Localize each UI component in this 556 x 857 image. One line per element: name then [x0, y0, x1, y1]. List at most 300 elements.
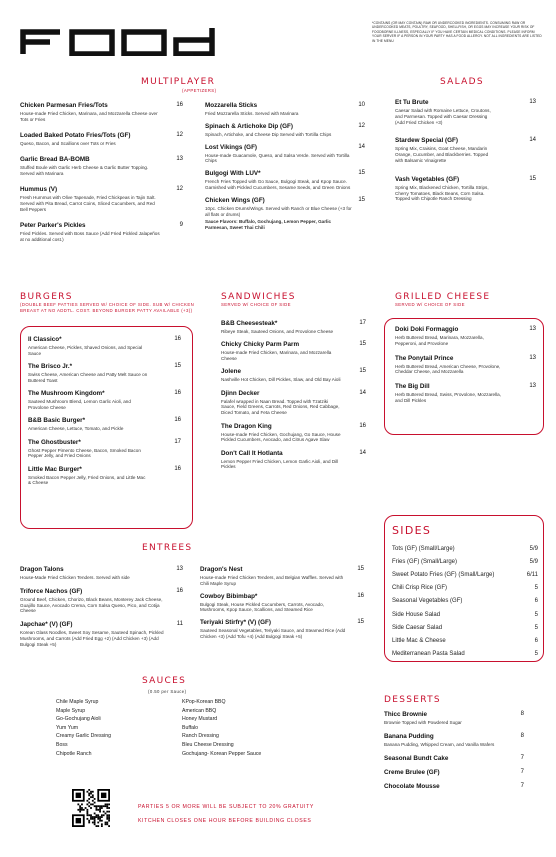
menu-item-price: 13 — [176, 156, 183, 163]
menu-item-header — [384, 733, 524, 740]
qr-module — [101, 814, 103, 816]
menu-item-description: House-made Guacamole, Queso, and Salsa Verde. Served with Tortilla Chips — [205, 152, 350, 164]
menu-item — [200, 593, 364, 614]
menu-item-name: Banana Pudding — [384, 732, 434, 740]
grilled-cheese-column — [395, 326, 536, 412]
menu-item-price: 13 — [529, 326, 536, 332]
qr-module — [106, 822, 108, 824]
menu-item-price: 13 — [529, 99, 536, 105]
menu-item-description: Fried Pickles. Served with Boss Sauce (Add Fried Pickled Jalapeños at no additional cost.) — [20, 231, 160, 243]
menu-item — [221, 320, 366, 335]
menu-item-price: 16 — [176, 587, 183, 594]
menu-item-description: House-made Fried Chicken Tenders, and Belgian Waffles. Served with Chili Maple Syrup — [200, 575, 344, 586]
menu-item — [221, 341, 366, 362]
sauce-item: Honey Mustard — [182, 716, 218, 723]
qr-module — [101, 807, 103, 809]
menu-item — [200, 566, 364, 587]
menu-item-description: Sauteed Mushroom Blend, Lemon Garlic Aioli, and Provolone Cheese — [28, 399, 131, 410]
sauce-item: Boss — [56, 741, 68, 748]
qr-module — [99, 805, 101, 807]
menu-item-price: 12 — [176, 186, 183, 193]
menu-item-name: The Ghostbuster* — [28, 438, 81, 446]
menu-item — [221, 450, 366, 471]
menu-item-price: 16 — [174, 465, 181, 472]
menu-item — [20, 588, 183, 614]
side-item — [392, 542, 538, 555]
qr-module — [99, 809, 101, 811]
entrees-title: ENTREES — [142, 543, 193, 553]
entrees-left-column — [20, 566, 183, 655]
qr-module — [106, 811, 108, 813]
menu-item-name: B&B Cheesesteak* — [221, 320, 278, 327]
menu-item-price: 15 — [357, 619, 364, 626]
sauces-subtitle: (0.50 per Sauce) — [148, 689, 187, 694]
qr-module — [101, 805, 103, 807]
qr-module — [88, 820, 90, 822]
qr-module — [86, 809, 88, 811]
menu-item — [28, 363, 181, 384]
qr-module — [86, 811, 88, 813]
side-item — [392, 582, 538, 595]
menu-item-name: The Ponytail Prince — [395, 354, 454, 362]
menu-item-name: B&B Basic Burger* — [28, 417, 86, 425]
qr-module — [90, 791, 92, 793]
menu-item-header — [28, 439, 181, 446]
qr-module — [108, 818, 110, 820]
menu-item-name: Lost Vikings (GF) — [205, 143, 258, 151]
qr-module — [81, 803, 83, 805]
menu-item — [28, 439, 181, 460]
menu-item-price: 15 — [529, 175, 536, 182]
menu-item-header — [205, 144, 365, 151]
menu-item-description: Banana Pudding, Whipped Cream, and Vanilla Wafers — [384, 741, 495, 747]
menu-item-description: Lemon Pepper Fried Chicken, Lemon Garlic Aioli, and Dill Pickles — [221, 458, 339, 470]
qr-module — [96, 825, 98, 827]
qr-module — [96, 805, 98, 807]
qr-module — [101, 816, 103, 818]
sauces-left-list — [56, 698, 111, 758]
side-item-name: Tots (GF) (Small/Large) — [392, 545, 455, 552]
menu-item-name: Japchae* (V) (GF) — [20, 621, 73, 629]
qr-module — [88, 802, 90, 804]
menu-item-price: 16 — [174, 390, 181, 397]
menu-item-header — [221, 341, 366, 348]
menu-item-header — [20, 156, 183, 163]
qr-module — [86, 791, 88, 793]
qr-module — [92, 822, 94, 824]
qr-module — [106, 823, 108, 825]
qr-module — [97, 809, 99, 811]
food-logo — [20, 26, 220, 56]
side-item — [392, 634, 538, 647]
menu-item-price: 10 — [358, 102, 365, 108]
qr-module — [108, 825, 110, 827]
qr-module — [97, 825, 99, 827]
qr-module — [88, 814, 90, 816]
side-item — [392, 568, 538, 581]
grilled-cheese-subtitle: SERVED W/ CHOICE OF SIDE — [395, 302, 465, 307]
qr-module — [94, 813, 96, 815]
menu-item-extra: Sauce Flavors: Buffalo, Gochujang, Lemon Pepper, Garlic Parmesan, Sweet Thai Chili — [205, 219, 332, 231]
qr-module — [99, 811, 101, 813]
qr-module — [88, 805, 90, 807]
qr-module — [88, 793, 90, 795]
menu-item-name: Chocolate Mousse — [384, 782, 440, 790]
menu-item — [28, 466, 181, 487]
menu-item-name: Garlic Bread BA-BOMB — [20, 156, 90, 164]
multiplayer-title: MULTIPLAYER — [141, 77, 216, 87]
menu-item-description: Brownie Topped with Powdered Sugar — [384, 720, 462, 725]
menu-item-price: 9 — [179, 222, 183, 229]
menu-item-name: Triforce Nachos (GF) — [20, 587, 83, 595]
qr-module — [105, 822, 107, 824]
menu-item — [395, 355, 536, 376]
qr-module — [99, 820, 101, 822]
sauce-item: Yum Yum — [56, 724, 79, 731]
side-item-name: Side House Salad — [392, 611, 441, 618]
salads-column — [395, 99, 536, 214]
menu-item-price: 11 — [176, 621, 183, 628]
menu-item — [384, 755, 524, 762]
sauce-item: Go-Gochujang Aioli — [56, 716, 101, 723]
menu-item-name: Cowboy Bibimbap* — [200, 592, 258, 600]
menu-item-header — [28, 417, 181, 424]
qr-module — [79, 805, 81, 807]
menu-item — [395, 99, 536, 125]
side-item-price: 5/9 — [529, 558, 538, 565]
menu-item — [395, 137, 536, 163]
qr-module — [86, 803, 88, 805]
menu-item-price: 14 — [529, 137, 536, 144]
side-item-name: Side Caesar Salad — [392, 624, 443, 631]
menu-item-description: Sauteed Seasonal Vegetables, Teriyaki Sauce, and Steamed Rice (Add Chicken +3) (Add Tofu +4) (Add Bulgogi Steak +5) — [200, 628, 346, 639]
qr-module — [103, 811, 105, 813]
qr-module — [81, 809, 83, 811]
qr-module — [77, 809, 79, 811]
qr-module — [96, 807, 98, 809]
menu-item-price: 16 — [174, 336, 181, 342]
qr-module — [81, 807, 83, 809]
menu-item-price: 14 — [359, 389, 366, 396]
qr-module — [105, 813, 107, 815]
menu-item-description: American Cheese, Lettuce, Tomato, and Pickle — [28, 426, 124, 432]
side-item — [392, 648, 538, 661]
menu-item-description: Spring Mix, Craisins, Goat Cheese, Mandarin Orange, Cucumber, and Blackberries. Topped with Balsamic Vinaigrette — [395, 146, 489, 163]
menu-item-header — [28, 363, 181, 370]
menu-item — [395, 383, 536, 404]
menu-item-header — [205, 170, 365, 177]
side-item-name: Little Mac & Cheese — [392, 637, 446, 644]
menu-item — [205, 170, 365, 191]
menu-item-description: Swiss Cheese, American Cheese and Patty Melt Sauce on Buttered Toast — [28, 372, 148, 383]
sides-column — [392, 542, 538, 661]
menu-item-price: 14 — [358, 143, 365, 150]
qr-module — [86, 813, 88, 815]
burgers-column — [28, 336, 181, 493]
menu-item-header — [395, 383, 536, 390]
entrees-right-column — [200, 566, 364, 646]
menu-item-header — [221, 390, 366, 397]
menu-item-name: Vash Vegetables (GF) — [395, 175, 460, 183]
menu-item-name: Il Classico* — [28, 336, 62, 343]
menu-item-description: House-made Fried Chicken, Marinara, and Mozzarella Cheese over Tots or Fries — [20, 111, 158, 122]
menu-item-description: Korean Glass Noodles, Sweet Soy Sesame, Sauteed Spinach, Pickled Mushrooms, and Carrots (Add Fried Egg +2) (Add Chicken +3) (Add Bulgogi Steak +5) — [20, 630, 164, 647]
menu-item-name: Creme Brulee (GF) — [384, 768, 440, 776]
qr-module — [85, 807, 87, 809]
menu-item-name: Thicc Brownie — [384, 711, 428, 718]
menu-item-price: 13 — [529, 383, 536, 390]
menu-item — [20, 621, 183, 647]
side-item-price: 5 — [534, 624, 538, 631]
menu-item-name: Et Tu Brute — [395, 99, 429, 106]
menu-item-header — [221, 320, 366, 327]
menu-item — [205, 197, 365, 231]
menu-item-description: Queso, Bacon, and Scallions over Tots or Fries — [20, 141, 116, 147]
qr-module — [90, 803, 92, 805]
qr-module — [94, 798, 96, 800]
menu-item — [28, 336, 181, 357]
qr-module — [99, 818, 101, 820]
menu-item-header — [28, 466, 181, 473]
qr-module — [90, 818, 92, 820]
menu-item-price: 15 — [174, 363, 181, 370]
menu-item-name: Spinach & Artichoke Dip (GF) — [205, 122, 293, 130]
qr-module — [92, 791, 94, 793]
menu-item-header — [384, 711, 524, 718]
menu-item-price: 13 — [176, 566, 183, 572]
side-item-price: 5/9 — [529, 545, 538, 552]
qr-module — [92, 800, 94, 802]
menu-item-description: House-made Fried Chicken, Marinara, and Mozzarella Cheese — [221, 350, 332, 362]
qr-module — [96, 816, 98, 818]
menu-item-description: Fresh Hummus with Olive Tapenade, Fried Chickpeas in Tajin Salt. Served with Pita Bread, Carrot Coins, Sliced Cucumbers, and Red Bell Peppers — [20, 195, 156, 213]
side-item-price: 5 — [534, 651, 538, 658]
qr-module — [106, 818, 108, 820]
menu-item-price: 16 — [357, 592, 364, 599]
menu-item — [221, 368, 366, 383]
sauce-item: KPop-Korean BBQ — [182, 699, 226, 705]
qr-module — [79, 807, 81, 809]
sauce-item: Bleu Cheese Dressing — [182, 741, 234, 748]
menu-item-description: Falafel wrapped in Naan Bread. Topped with Tzatziki Sauce, Field Greens, Carrots, Red Onions, Red Cabbage, Diced Tomato, and Feta Cheese — [221, 398, 340, 416]
qr-module — [86, 818, 88, 820]
qr-module — [97, 816, 99, 818]
menu-item-header — [28, 390, 181, 397]
menu-item-description: Nashville Hot Chicken, Dill Pickles, Slaw, and Old Bay Aioli — [221, 377, 341, 383]
menu-item — [28, 417, 181, 432]
qr-module — [103, 814, 105, 816]
side-item — [392, 555, 538, 568]
qr-module — [88, 794, 90, 796]
menu-item-description: Ground Beef, Chicken, Chorizo, Black Beans, Monterey Jack Cheese, Guajillo Sauce, Avocado Crema, Corn Salsa Queso, Pico, and Cotija Cheese — [20, 596, 163, 614]
menu-item — [384, 733, 524, 748]
menu-item-description: American Cheese, Pickles, Shaved Onions, and Special Sauce — [28, 345, 143, 356]
menu-item-description: Stuffed Boule with Garlic Herb Cheese & Garlic Butter Topping. Served with Marinara — [20, 165, 149, 177]
menu-item-name: Jolene — [221, 368, 241, 376]
sandwiches-title: SANDWICHES — [221, 292, 296, 302]
menu-item-price: 7 — [520, 768, 524, 775]
menu-item — [28, 390, 181, 411]
menu-item-name: The Big Dill — [395, 383, 430, 391]
burgers-subtitle: (DOUBLE BEEF PATTIES SERVED W/ CHOICE OF SIDE. SUB W/ CHICKEN BREAST AT NO ADDTL. COST. BEYOND BURGER PATTY AVAILABLE (+3)) — [20, 302, 195, 313]
menu-item — [395, 326, 536, 347]
sandwiches-column — [221, 320, 366, 477]
menu-item — [384, 711, 524, 726]
menu-item-header — [395, 326, 536, 333]
menu-item-name: The Mushroom Kingdom* — [28, 390, 105, 398]
qr-module — [99, 807, 101, 809]
menu-item-header — [395, 99, 536, 106]
menu-item-price: 16 — [176, 102, 183, 108]
grilled-cheese-title: GRILLED CHEESE — [395, 292, 491, 302]
menu-item — [395, 176, 536, 202]
side-item — [392, 595, 538, 608]
qr-module — [94, 823, 96, 825]
qr-module — [94, 816, 96, 818]
menu-item — [384, 769, 524, 776]
menu-item-header — [28, 336, 181, 343]
menu-item-header — [200, 619, 364, 626]
menu-item-name: Chicky Chicky Parm Parm — [221, 341, 300, 349]
qr-module — [108, 816, 110, 818]
menu-item-name: Teriyaki Stirfry* (V) (GF) — [200, 619, 271, 627]
sauce-item: Ranch Dressing — [182, 733, 219, 740]
desserts-column — [384, 711, 524, 797]
menu-item-header — [395, 137, 536, 144]
menu-item — [20, 156, 183, 177]
qr-module — [92, 803, 94, 805]
menu-item — [20, 222, 183, 243]
menu-item-name: Doki Doki Formaggio — [395, 326, 459, 333]
qr-code[interactable] — [72, 789, 110, 827]
menu-item — [205, 123, 365, 138]
sauce-item: Chile Maple Syrup — [56, 699, 99, 705]
menu-item-description: House-Made Fried Chicken Tenders. Served with side — [20, 575, 130, 580]
menu-item-name: Mozzarella Sticks — [205, 102, 258, 109]
qr-module — [97, 822, 99, 824]
qr-module — [92, 816, 94, 818]
qr-module — [88, 789, 90, 791]
qr-module — [94, 802, 96, 804]
menu-item-header — [205, 197, 365, 204]
menu-item-header — [205, 123, 365, 130]
menu-item-price: 15 — [359, 368, 366, 375]
qr-module — [106, 816, 108, 818]
qr-module — [99, 816, 101, 818]
menu-item-description: Herb Buttered Bread, American Cheese, Provolone, Cheddar Cheese, and Mozzarella — [395, 363, 501, 375]
qr-module — [105, 805, 107, 807]
qr-module — [96, 814, 98, 816]
qr-finder-inner — [76, 793, 81, 798]
qr-module — [94, 805, 96, 807]
qr-module — [90, 793, 92, 795]
menu-item-price: 16 — [174, 417, 181, 424]
menu-item-name: Bulgogi With LUV* — [205, 170, 261, 178]
menu-item-description: Ribeye Steak, Sauteed Onions, and Provolone Cheese — [221, 329, 334, 334]
qr-module — [92, 796, 94, 798]
menu-item-price: 7 — [520, 782, 524, 789]
qr-module — [92, 794, 94, 796]
qr-module — [97, 818, 99, 820]
side-item-name: Seasonal Vegetables (GF) — [392, 598, 463, 605]
menu-item-description: Bulgogi Steak, House Pickled Cucumbers, Carrots, Avocado, Mushrooms, Kpop Sauce, Scallions, and Steamed Rice — [200, 601, 325, 613]
side-item-price: 5 — [534, 585, 538, 592]
menu-item — [221, 390, 366, 416]
burgers-title: BURGERS — [20, 292, 73, 302]
menu-item-description: 10pc. Chicken Drums/Wings. Served with Ranch or Blue Cheese (+3 for all flats or drums) — [205, 205, 352, 217]
menu-item-price: 14 — [359, 449, 366, 456]
menu-item-description: Herb Buttered Bread, Swiss, Provolone, Mozzarella, and Dill Pickles — [395, 392, 501, 403]
menu-item-name: Chicken Parmesan Fries/Tots — [20, 102, 108, 109]
menu-item-price: 15 — [357, 566, 364, 572]
qr-module — [94, 822, 96, 824]
qr-module — [105, 803, 107, 805]
qr-module — [90, 814, 92, 816]
sides-title: SIDES — [392, 524, 432, 537]
qr-module — [79, 809, 81, 811]
menu-item-name: Djinn Decker — [221, 389, 260, 397]
qr-module — [105, 823, 107, 825]
sauce-item: Gochujang- Korean Pepper Sauce — [182, 750, 262, 757]
sauce-item: Buffalo — [182, 724, 199, 731]
qr-module — [106, 807, 108, 809]
menu-item-header — [221, 450, 366, 457]
menu-item-description: Caesar Salad with Romaine Lettuce, Croutons, and Parmesan. Topped with Caesar Dressing (Add Fried Chicken +3) — [395, 108, 491, 125]
menu-item-header — [221, 423, 366, 430]
desserts-title: DESSERTS — [384, 695, 441, 705]
side-item — [392, 608, 538, 621]
menu-item-header — [200, 593, 364, 600]
menu-item-header — [20, 102, 183, 109]
menu-item-name: Stardew Special (GF) — [395, 137, 458, 145]
menu-item-name: Dragon Talons — [20, 566, 64, 573]
menu-item-price: 8 — [520, 732, 524, 739]
menu-item-price: 8 — [520, 711, 524, 717]
menu-item-name: Don't Call It Hotlanta — [221, 449, 283, 457]
menu-item — [384, 783, 524, 790]
qr-module — [96, 809, 98, 811]
menu-item — [205, 102, 365, 117]
multiplayer-right-column — [205, 102, 365, 237]
menu-item-name: Dragon's Nest — [200, 566, 243, 573]
menu-item-description: House-made Fried Chicken, Gochujang, Go Sauce, House Pickled Cucumbers, Avocado, and Citrus Agave Slaw — [221, 431, 341, 443]
qr-module — [94, 818, 96, 820]
sauces-right-list — [182, 698, 261, 758]
qr-module — [79, 811, 81, 813]
menu-item-header — [221, 368, 366, 375]
menu-item-name: Chicken Wings (GF) — [205, 196, 265, 204]
menu-item-name: The Dragon King — [221, 422, 272, 430]
menu-item-header — [384, 755, 524, 762]
kitchen-closing-note: KITCHEN CLOSES ONE HOUR BEFORE BUILDING CLOSES — [138, 818, 312, 824]
menu-item-price: 15 — [358, 170, 365, 177]
menu-item-header — [205, 102, 365, 109]
sauce-item: Chipotle Ranch — [56, 750, 92, 757]
qr-module — [86, 814, 88, 816]
side-item-price: 6/11 — [526, 571, 538, 578]
menu-item-header — [20, 566, 183, 573]
menu-item-price: 17 — [174, 438, 181, 445]
side-item-price: 5 — [534, 611, 538, 618]
qr-module — [106, 805, 108, 807]
qr-module — [108, 814, 110, 816]
menu-item — [205, 144, 365, 165]
qr-module — [106, 814, 108, 816]
menu-item — [20, 566, 183, 581]
side-item-name: Mediterranean Pasta Salad — [392, 651, 465, 658]
sauces-title: SAUCES — [142, 676, 187, 686]
qr-module — [108, 811, 110, 813]
